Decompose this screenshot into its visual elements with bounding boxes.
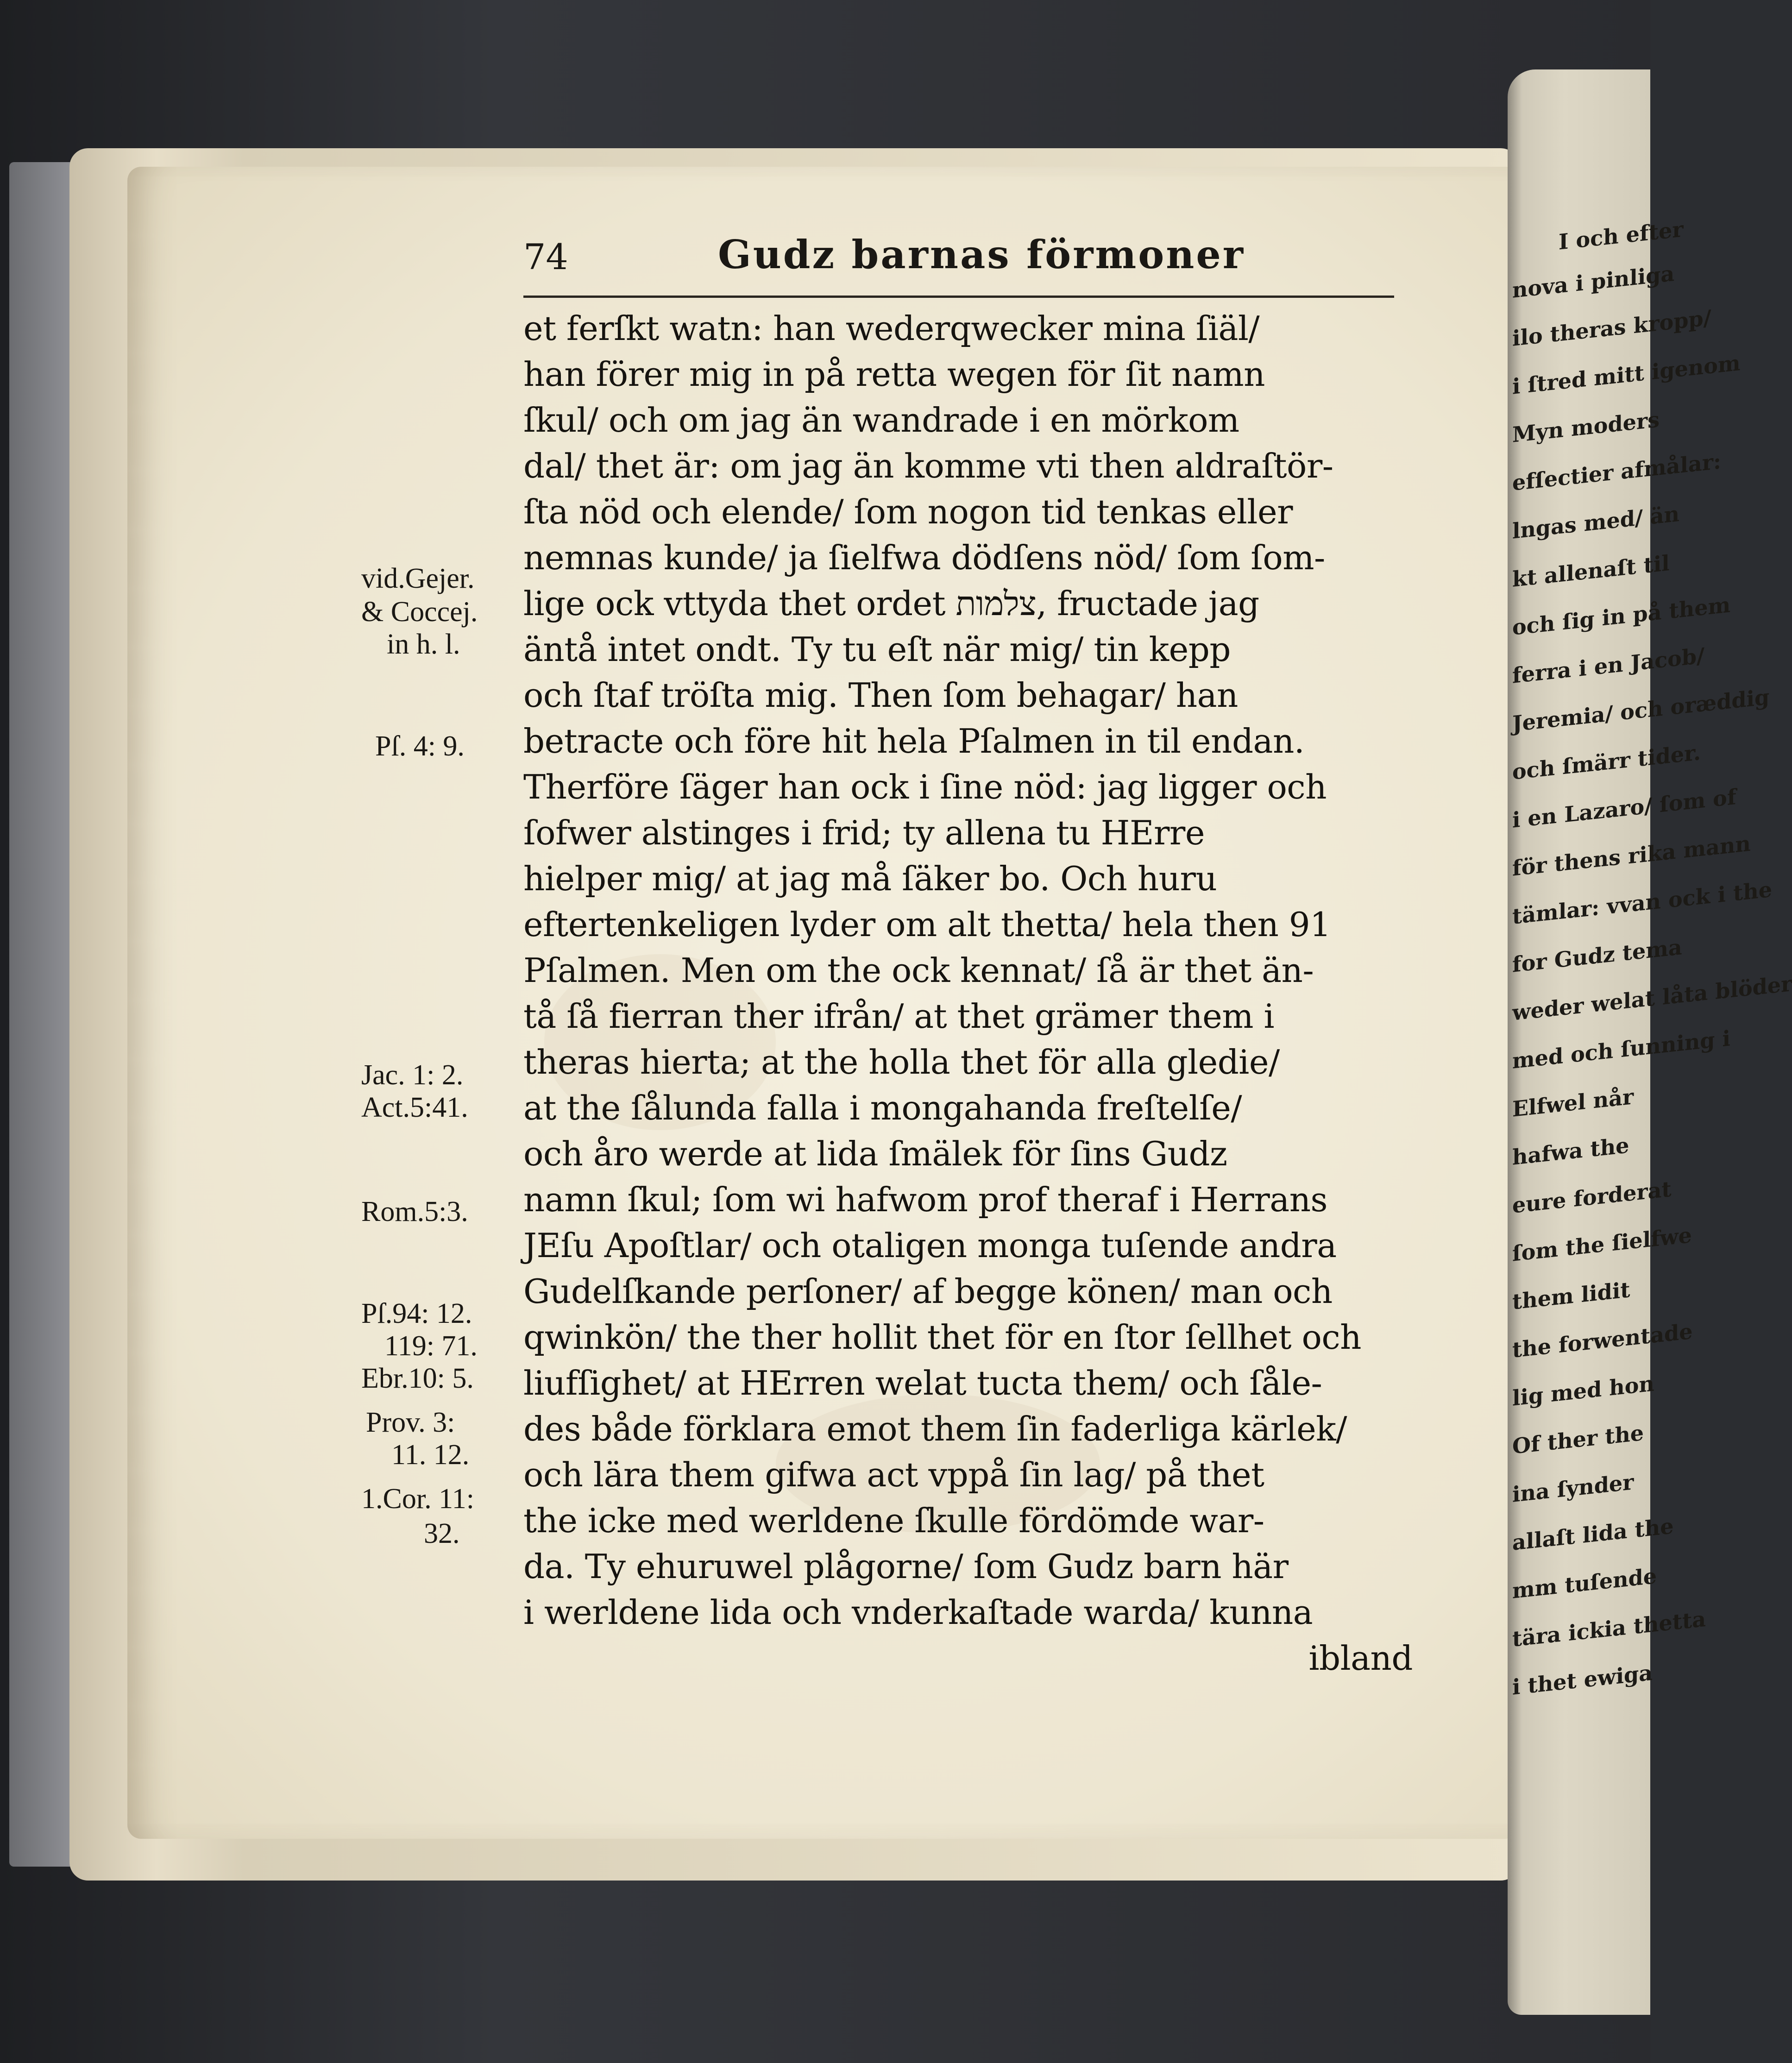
facing-page-line: och ſmärr tider. [1512, 739, 1701, 785]
text-line: JEſu Apoſtlar/ och otaligen monga tuſende andra [523, 1226, 1337, 1265]
text-line: ſofwer alstinges i frid; ty allena tu HErre [523, 813, 1205, 852]
facing-page [1508, 69, 1792, 2015]
text-line: eftertenkeligen lyder om alt thetta/ hela then 91 [523, 905, 1331, 944]
text-line: da. Ty ehuruwel plågorne/ ſom Gudz barn här [523, 1547, 1289, 1586]
running-head [523, 232, 1394, 287]
facing-page-line: i ſtred mitt igenom [1512, 350, 1741, 399]
header-rule [523, 296, 1394, 298]
text-line: des både förklara emot them ſin faderliga kärlek/ [523, 1409, 1347, 1448]
facing-page-line: the forwentade [1512, 1318, 1693, 1363]
facing-page-line: ferra i en Jacob/ [1512, 643, 1704, 688]
text-line: at the ſålunda falla i mongahanda freſtelſe/ [523, 1088, 1242, 1127]
text-line: theras hierta; at the holla thet för alla gledie/ [523, 1043, 1280, 1082]
text-line: namn ſkul; ſom wi hafwom prof theraf i Herrans [523, 1180, 1328, 1219]
catchword: ibland [1308, 1639, 1413, 1678]
page-number: 74 [523, 236, 568, 277]
facing-page-line: ilo theras kropp/ [1512, 305, 1711, 351]
margin-note: Pſ.94: 12. [361, 1298, 472, 1329]
text-line: et ferſkt watn: han wederqwecker mina ſiäl/ [523, 309, 1260, 348]
facing-page-line: kt allenaſt til [1512, 550, 1670, 592]
facing-page-line: them lidit [1512, 1277, 1630, 1315]
facing-page-line: Myn moders [1512, 407, 1660, 447]
margin-note: 119: 71. [384, 1330, 478, 1362]
facing-page-line: tära ickia thetta [1512, 1606, 1706, 1652]
text-line: dal/ thet är: om jag än komme vti then aldraſtör- [523, 447, 1333, 485]
text-line: och ſtaf tröſta mig. Then ſom behagar/ han [523, 676, 1238, 715]
text-line: Pſalmen. Men om the ock kennat/ ſå är thet än- [523, 951, 1314, 990]
margin-note: Rom.5:3. [361, 1196, 468, 1227]
facing-page-line: ina ſynder [1512, 1469, 1634, 1507]
facing-page-line: for Gudz tema [1512, 934, 1682, 977]
text-line: Therföre ſäger han ock i ſine nöd: jag ligger och [523, 767, 1327, 806]
margin-note: Pſ. 4: 9. [375, 730, 465, 762]
text-line: äntå intet ondt. Ty tu eſt när mig/ tin kepp [523, 630, 1231, 669]
facing-page-line: I och efter [1559, 216, 1684, 255]
body-text [523, 306, 1417, 1681]
text-line: ſkul/ och om jag än wandrade i en mörkom [523, 401, 1239, 440]
facing-page-line: för thens rika mann [1512, 830, 1751, 881]
facing-page-line: hafwa the [1512, 1132, 1629, 1170]
running-title: Gudz barnas förmoner [718, 232, 1245, 277]
margin-note: & Coccej. [361, 596, 478, 628]
text-line: och lära them gifwa act vppå ſin lag/ på thet [523, 1455, 1264, 1494]
facing-page-line: mm tuſende [1512, 1563, 1657, 1604]
margin-note: in h. l. [387, 629, 460, 660]
text-line: hielper mig/ at jag må ſäker bo. Och huru [523, 859, 1217, 898]
margin-note: Prov. 3: [366, 1407, 455, 1438]
text-line: the icke med werldene ſkulle fördömde war- [523, 1501, 1264, 1540]
margin-note: 32. [424, 1518, 460, 1549]
margin-note: Ebr.10: 5. [361, 1363, 474, 1394]
facing-page-line: och ſig in på them [1512, 592, 1731, 640]
facing-page-line: efſectier afmålar: [1512, 448, 1721, 496]
facing-page-line: ſom the ſielfwe [1512, 1222, 1692, 1266]
facing-page-line: allaſt lida the [1512, 1513, 1674, 1555]
margin-note: Act.5:41. [361, 1092, 468, 1123]
facing-page-line: lngas med/ än [1512, 501, 1679, 544]
facing-page-line: i en Lazaro/ ſom of [1512, 784, 1736, 833]
facing-page-line: tämlar: vvan ock i the [1512, 876, 1772, 929]
text-line: qwinkön/ the ther hollit thet för en ſtor ſellhet och [523, 1318, 1362, 1357]
facing-page-line: weder welat låta blöder [1512, 971, 1792, 1025]
facing-page-line: med och ſunning i [1512, 1025, 1730, 1074]
margin-note: vid.Gejer. [361, 563, 475, 594]
text-line: liufſighet/ at HErren welat tucta them/ och ſåle- [523, 1364, 1322, 1403]
facing-page-line: i thet ewiga [1512, 1660, 1653, 1700]
text-line: och åro werde at lida ſmälek för ſins Gudz [523, 1134, 1227, 1173]
text-line: nemnas kunde/ ja ſielfwa dödſens nöd/ ſom ſom- [523, 538, 1325, 577]
text-line: Gudelſkande perſoner/ af begge könen/ man och [523, 1272, 1333, 1311]
facing-page-line: Jeremia/ och oræddig [1512, 684, 1770, 736]
facing-page-line: lig med hon [1512, 1371, 1654, 1411]
text-line: i werldene lida och vnderkaſtade warda/ kunna [523, 1593, 1313, 1632]
text-line: han förer mig in på retta wegen för ſit namn [523, 355, 1265, 394]
margin-note: Jac. 1: 2. [361, 1059, 464, 1091]
facing-page-line: Elfwel når [1512, 1084, 1634, 1122]
margin-note: 11. 12. [391, 1439, 470, 1471]
text-line: lige ock vttyda thet ordet צלמות, fructade jag [523, 584, 1259, 623]
margin-note: 1.Cor. 11: [361, 1483, 475, 1515]
text-line: ſta nöd och elende/ ſom nogon tid tenkas eller [523, 492, 1293, 531]
text-line: betracte och före hit hela Pſalmen in til endan. [523, 722, 1305, 761]
text-line: tå ſå fierran ther ifrån/ at thet grämer them i [523, 997, 1274, 1036]
facing-page-line: Of ther the [1512, 1420, 1644, 1459]
facing-page-line: nova i pinliga [1512, 260, 1675, 303]
facing-page-line: eure forderat [1512, 1176, 1672, 1218]
